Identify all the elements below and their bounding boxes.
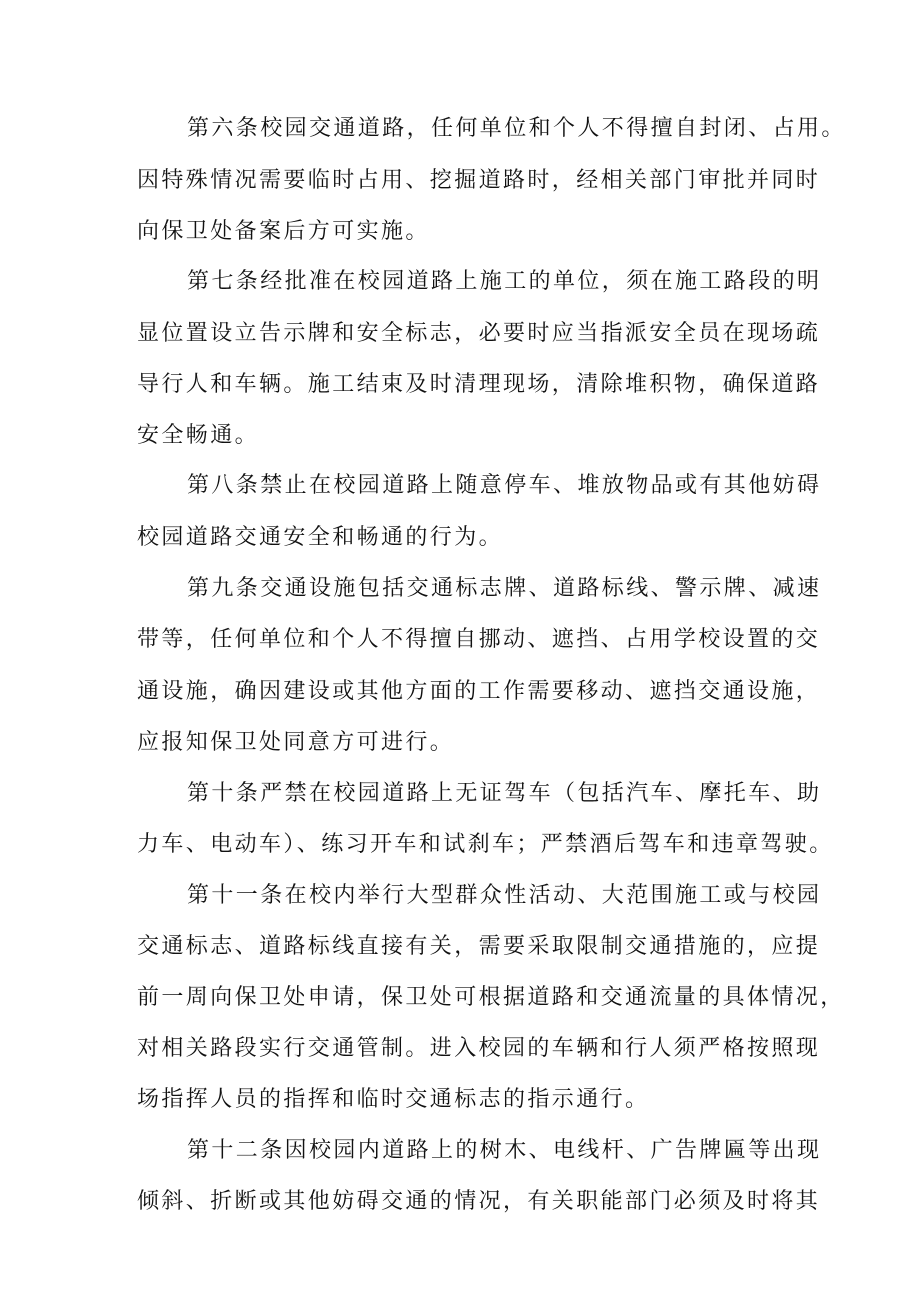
text-line: 通设施，确因建设或其他方面的工作需要移动、遮挡交通设施， [137, 679, 821, 704]
text-line: 第六条校园交通道路，任何单位和个人不得擅自封闭、占用。 [187, 116, 846, 141]
text-line: 显位置设立告示牌和安全标志，必要时应当指派安全员在现场疏 [137, 321, 821, 346]
text-line: 第十二条因校园内道路上的树木、电线杆、广告牌匾等出现 [187, 1138, 822, 1163]
text-line: 前一周向保卫处申请，保卫处可根据道路和交通流量的具体情况， [137, 985, 845, 1010]
text-line: 因特殊情况需要临时占用、挖掘道路时，经相关部门审批并同时 [137, 168, 821, 193]
text-line: 第九条交通设施包括交通标志牌、道路标线、警示牌、减速 [187, 576, 822, 601]
text-line: 第十条严禁在校园道路上无证驾车（包括汽车、摩托车、助 [187, 781, 822, 806]
text-line: 安全畅通。 [137, 423, 260, 448]
text-line: 第十一条在校内举行大型群众性活动、大范围施工或与校园 [187, 883, 822, 908]
text-line: 第八条禁止在校园道路上随意停车、堆放物品或有其他妨碍 [187, 473, 822, 498]
text-line: 倾斜、折断或其他妨碍交通的情况，有关职能部门必须及时将其 [137, 1189, 821, 1214]
text-line: 导行人和车辆。施工结束及时清理现场，清除堆积物，确保道路 [137, 372, 821, 397]
text-line: 应报知保卫处同意方可进行。 [137, 730, 455, 755]
text-line: 场指挥人员的指挥和临时交通标志的指示通行。 [137, 1087, 650, 1112]
text-line: 力车、电动车）、练习开车和试刹车；严禁酒后驾车和违章驾驶。 [137, 832, 834, 857]
text-line: 对相关路段实行交通管制。进入校园的车辆和行人须严格按照现 [137, 1036, 821, 1061]
text-line: 带等，任何单位和个人不得擅自挪动、遮挡、占用学校设置的交 [137, 627, 821, 652]
text-line: 交通标志、道路标线直接有关，需要采取限制交通措施的，应提 [137, 934, 821, 959]
text-line: 向保卫处备案后方可实施。 [137, 219, 430, 244]
text-line: 第七条经批准在校园道路上施工的单位，须在施工路段的明 [187, 269, 822, 294]
text-line: 校园道路交通安全和畅通的行为。 [137, 525, 504, 550]
